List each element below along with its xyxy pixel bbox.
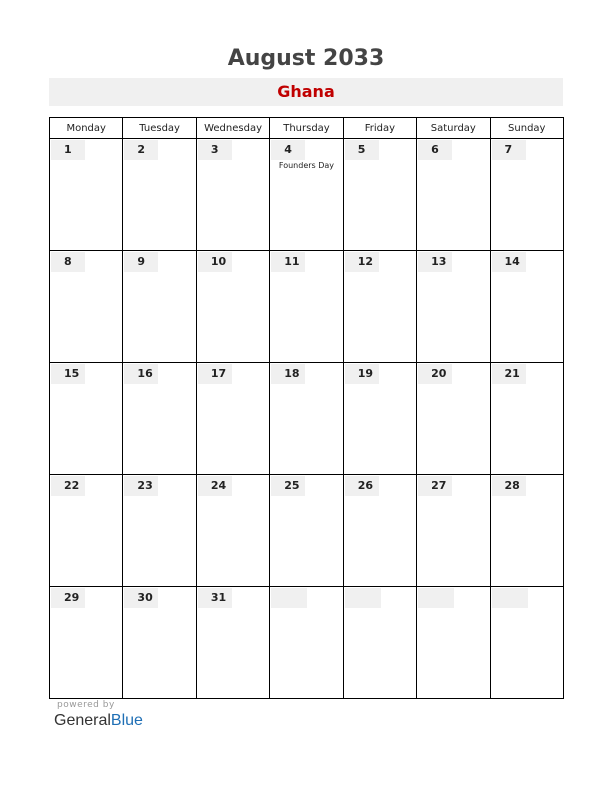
day-number-blank [418, 588, 454, 608]
weekday-saturday: Saturday [417, 118, 490, 139]
day-number: 17 [198, 364, 232, 384]
day-cell [490, 251, 563, 363]
day-number: 30 [124, 588, 158, 608]
day-cell [50, 139, 123, 251]
week-row [50, 251, 564, 363]
day-cell [343, 251, 416, 363]
day-cell [123, 587, 196, 699]
day-number: 8 [51, 252, 85, 272]
day-cell [196, 475, 269, 587]
day-cell [343, 139, 416, 251]
holiday-label: Founders Day [278, 161, 335, 170]
day-cell [270, 363, 343, 475]
day-cell [417, 251, 490, 363]
week-row [50, 139, 564, 251]
day-cell [417, 363, 490, 475]
day-number: 26 [345, 476, 379, 496]
weekday-header-row [50, 118, 564, 139]
day-number: 6 [418, 140, 452, 160]
day-number: 5 [345, 140, 379, 160]
day-cell [196, 363, 269, 475]
day-number: 22 [51, 476, 85, 496]
day-cell [123, 475, 196, 587]
day-number: 25 [271, 476, 305, 496]
day-cell [490, 363, 563, 475]
calendar-title: August 2033 [227, 46, 385, 71]
day-number-blank [492, 588, 528, 608]
day-cell [490, 139, 563, 251]
day-number: 28 [492, 476, 526, 496]
day-number: 7 [492, 140, 526, 160]
day-number: 16 [124, 364, 158, 384]
day-number: 4 [271, 140, 305, 160]
day-cell [123, 251, 196, 363]
day-cell [270, 475, 343, 587]
brand-general-text: General [54, 712, 111, 729]
day-number: 27 [418, 476, 452, 496]
day-cell [123, 363, 196, 475]
weekday-thursday: Thursday [270, 118, 343, 139]
week-row [50, 587, 564, 699]
weekday-monday: Monday [50, 118, 123, 139]
weekday-wednesday: Wednesday [196, 118, 269, 139]
day-cell [417, 475, 490, 587]
week-row [50, 363, 564, 475]
day-cell-empty [343, 587, 416, 699]
weekday-friday: Friday [343, 118, 416, 139]
day-cell [196, 251, 269, 363]
day-cell [50, 363, 123, 475]
day-cell-empty [490, 587, 563, 699]
country-name: Ghana [49, 78, 563, 106]
day-cell-empty [270, 587, 343, 699]
calendar-grid [49, 117, 564, 699]
day-cell-empty [417, 587, 490, 699]
day-cell [490, 475, 563, 587]
day-number: 14 [492, 252, 526, 272]
day-number: 10 [198, 252, 232, 272]
brand-blue-text: Blue [110, 712, 143, 729]
day-cell [343, 363, 416, 475]
day-number: 12 [345, 252, 379, 272]
day-cell [50, 587, 123, 699]
weekday-tuesday: Tuesday [123, 118, 196, 139]
day-number: 9 [124, 252, 158, 272]
day-number: 2 [124, 140, 158, 160]
day-number: 3 [198, 140, 232, 160]
day-cell [123, 139, 196, 251]
day-cell [417, 139, 490, 251]
day-number: 23 [124, 476, 158, 496]
day-number: 13 [418, 252, 452, 272]
day-number: 15 [51, 364, 85, 384]
weekday-sunday: Sunday [490, 118, 563, 139]
generalblue-logo[interactable] [54, 712, 143, 730]
day-number-blank [345, 588, 381, 608]
day-cell [50, 251, 123, 363]
day-cell [270, 139, 343, 251]
day-number: 18 [271, 364, 305, 384]
week-row [50, 475, 564, 587]
day-number: 21 [492, 364, 526, 384]
day-number-blank [271, 588, 307, 608]
day-number: 24 [198, 476, 232, 496]
day-number: 19 [345, 364, 379, 384]
day-cell [196, 587, 269, 699]
day-number: 1 [51, 140, 85, 160]
day-number: 29 [51, 588, 85, 608]
day-cell [343, 475, 416, 587]
day-number: 20 [418, 364, 452, 384]
day-number: 31 [198, 588, 232, 608]
day-cell [196, 139, 269, 251]
day-cell [270, 251, 343, 363]
day-cell [50, 475, 123, 587]
day-number: 11 [271, 252, 305, 272]
powered-by-text: powered by [57, 700, 115, 710]
